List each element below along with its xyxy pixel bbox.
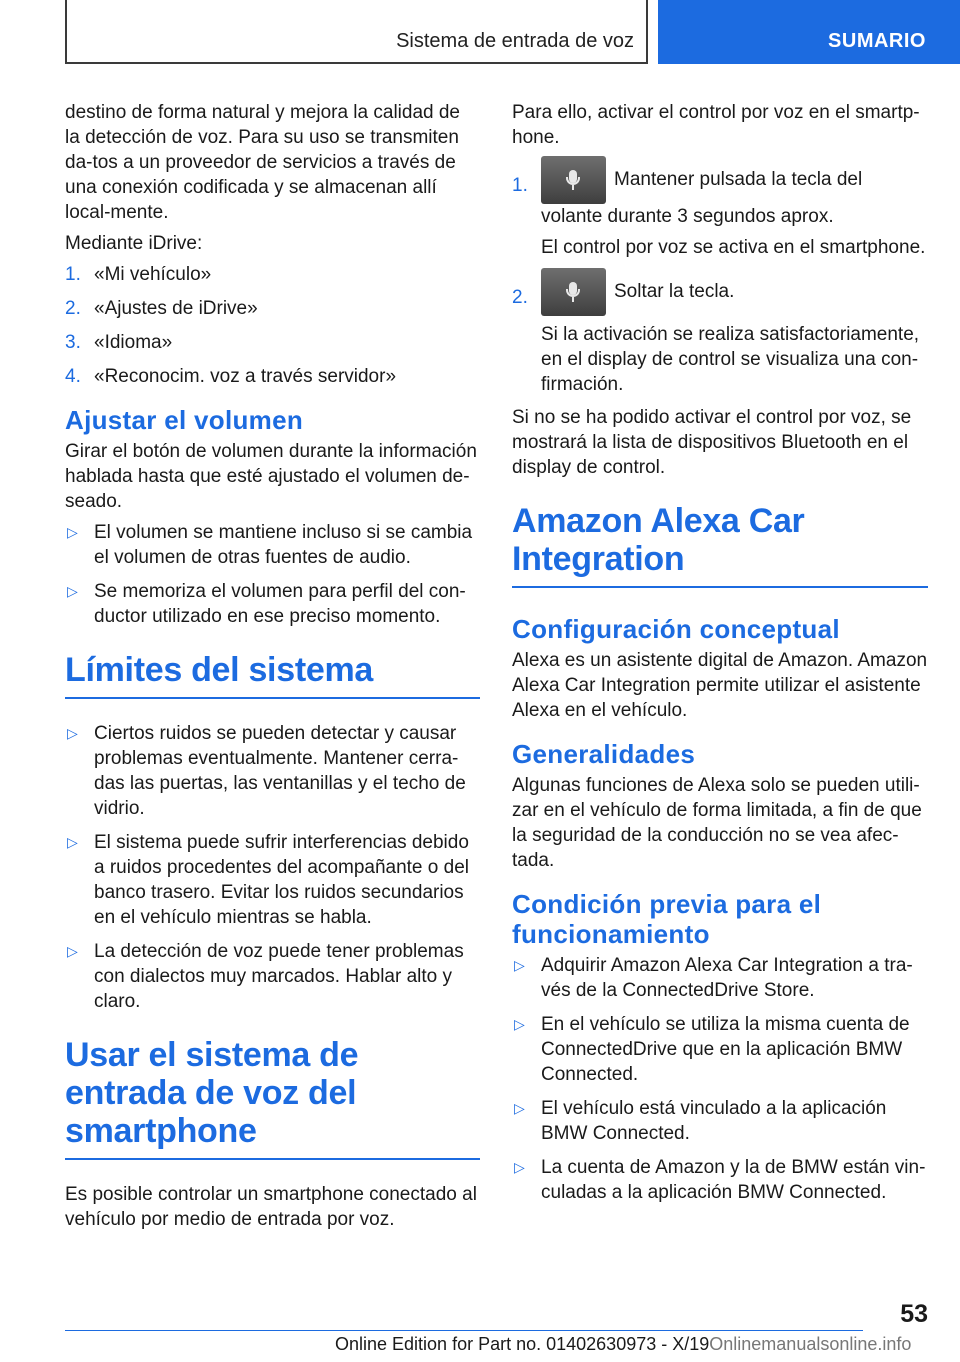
bullet-text: Adquirir Amazon Alexa Car Integration a tra-vés de la ConnectedDrive Store.: [541, 955, 913, 1001]
bullet-text: Se memoriza el volumen para perfil del con-ductor utilizado en ese preciso momento.: [94, 581, 466, 627]
limits-bullets: [65, 721, 480, 1014]
limits-heading: Límites del sistema: [65, 651, 480, 699]
volume-paragraph: Girar el botón de volumen durante la información hablada hasta que esté ajustado el volumen de-seado.: [65, 441, 477, 512]
voice-step-1: [512, 156, 928, 260]
volume-heading: Ajustar el volumen: [65, 405, 304, 435]
microphone-icon: [541, 268, 606, 316]
triangle-bullet-icon: ▷: [514, 1159, 525, 1175]
list-item: [65, 721, 480, 821]
triangle-bullet-icon: ▷: [514, 957, 525, 973]
smartphone-heading: Usar el sistema de entrada de voz del smartphone: [65, 1036, 480, 1160]
triangle-bullet-icon: ▷: [67, 583, 78, 599]
edition-text: Online Edition for Part no. 01402630973 - X/19: [335, 1334, 710, 1354]
section-title: Sistema de entrada de voz: [396, 30, 634, 52]
step-number: 4.: [65, 366, 81, 387]
bullet-text: El sistema puede sufrir interferencias debido a ruidos procedentes del acompañante o del banco trasero. Evitar los ruidos secundarios en el vehículo mientras se habla.: [94, 832, 469, 928]
step-note: El control por voz se activa en el smartphone.: [541, 237, 926, 258]
idrive-label: Mediante iDrive:: [65, 233, 203, 254]
intro-paragraph: destino de forma natural y mejora la calidad de la detección de voz. Para su uso se transmiten da-tos a un proveedor de servicios a través de una conexión codificada y se almacenan allí local-mente.: [65, 102, 461, 223]
left-column: [65, 100, 480, 1238]
step-number: 1.: [65, 264, 81, 285]
watermark-text: Onlinemanualsonline.info: [709, 1334, 912, 1354]
step-note: Si la activación se realiza satisfactoriamente, en el display de control se visualiza una con-firmación.: [541, 324, 920, 395]
list-item: [65, 830, 480, 930]
right-column: [512, 100, 928, 1214]
voice-step-2: [512, 268, 928, 397]
smartphone-paragraph: Es posible controlar un smartphone conectado al vehículo por medio de entrada por voz.: [65, 1184, 477, 1230]
general-heading: Generalidades: [512, 739, 696, 769]
triangle-bullet-icon: ▷: [67, 834, 78, 850]
list-item: [65, 262, 480, 287]
list-item: [65, 579, 480, 629]
general-paragraph: Algunas funciones de Alexa solo se pueden utili-zar en el vehículo de forma limitada, a fin de que la seguridad de la conducción no se vea afec-tada.: [512, 775, 922, 871]
list-item: [65, 364, 480, 389]
bullet-text: El volumen se mantiene incluso si se cambia el volumen de otras fuentes de audio.: [94, 522, 473, 568]
prereq-bullets: [512, 953, 928, 1205]
list-item: [65, 939, 480, 1014]
bluetooth-paragraph: Si no se ha podido activar el control por voz, se mostrará la lista de dispositivos Bluetooth en el display de control.: [512, 407, 912, 478]
step-number: 3.: [65, 332, 81, 353]
step-text: «Ajustes de iDrive»: [94, 298, 258, 319]
triangle-bullet-icon: ▷: [67, 725, 78, 741]
list-item: [65, 296, 480, 321]
microphone-icon: [541, 156, 606, 204]
bullet-text: La detección de voz puede tener problemas con dialectos muy marcados. Hablar alto y claro.: [94, 941, 464, 1012]
bullet-text: La cuenta de Amazon y la de BMW están vin-culadas a la aplicación BMW Connected.: [541, 1157, 926, 1203]
bullet-text: Ciertos ruidos se pueden detectar y causar problemas eventualmente. Mantener cerra-das las puertas, las ventanillas y el techo de vidrio.: [94, 723, 466, 819]
footer-text: [335, 1334, 911, 1355]
idrive-steps: [65, 262, 480, 389]
header-section-box: [65, 0, 648, 64]
footer-divider: [65, 1330, 863, 1331]
triangle-bullet-icon: ▷: [514, 1100, 525, 1116]
triangle-bullet-icon: ▷: [67, 943, 78, 959]
summary-tab[interactable]: [658, 0, 960, 64]
prereq-heading: Condición previa para el funcionamiento: [512, 889, 822, 949]
page-number: 53: [900, 1300, 928, 1328]
step-text: «Mi vehículo»: [94, 264, 212, 285]
step-text: Soltar la tecla.: [614, 281, 735, 303]
list-item: [65, 330, 480, 355]
list-item: [512, 953, 928, 1003]
bullet-text: En el vehículo se utiliza la misma cuenta de ConnectedDrive que en la aplicación BMW Connected.: [541, 1014, 910, 1085]
step-number: 1.: [512, 175, 528, 196]
list-item: [512, 1012, 928, 1087]
triangle-bullet-icon: ▷: [67, 524, 78, 540]
list-item: [512, 1096, 928, 1146]
alexa-heading: Amazon Alexa Car Integration: [512, 502, 928, 588]
activate-paragraph: Para ello, activar el control por voz en el smartp-hone.: [512, 102, 920, 148]
bullet-text: El vehículo está vinculado a la aplicación BMW Connected.: [541, 1098, 887, 1144]
step-number: 2.: [512, 287, 528, 308]
triangle-bullet-icon: ▷: [514, 1016, 525, 1032]
list-item: [512, 1155, 928, 1205]
summary-tab-label: SUMARIO: [828, 30, 926, 52]
concept-paragraph: Alexa es un asistente digital de Amazon. Amazon Alexa Car Integration permite utilizar el asistente Alexa en el vehículo.: [512, 650, 928, 721]
step-text: «Idioma»: [94, 332, 173, 353]
volume-bullets: [65, 520, 480, 629]
step-number: 2.: [65, 298, 81, 319]
list-item: [65, 520, 480, 570]
step-text: Mantener pulsada la tecla del volante durante 3 segundos aprox.: [541, 169, 863, 227]
concept-heading: Configuración conceptual: [512, 614, 840, 644]
step-text: «Reconocim. voz a través servidor»: [94, 366, 397, 387]
